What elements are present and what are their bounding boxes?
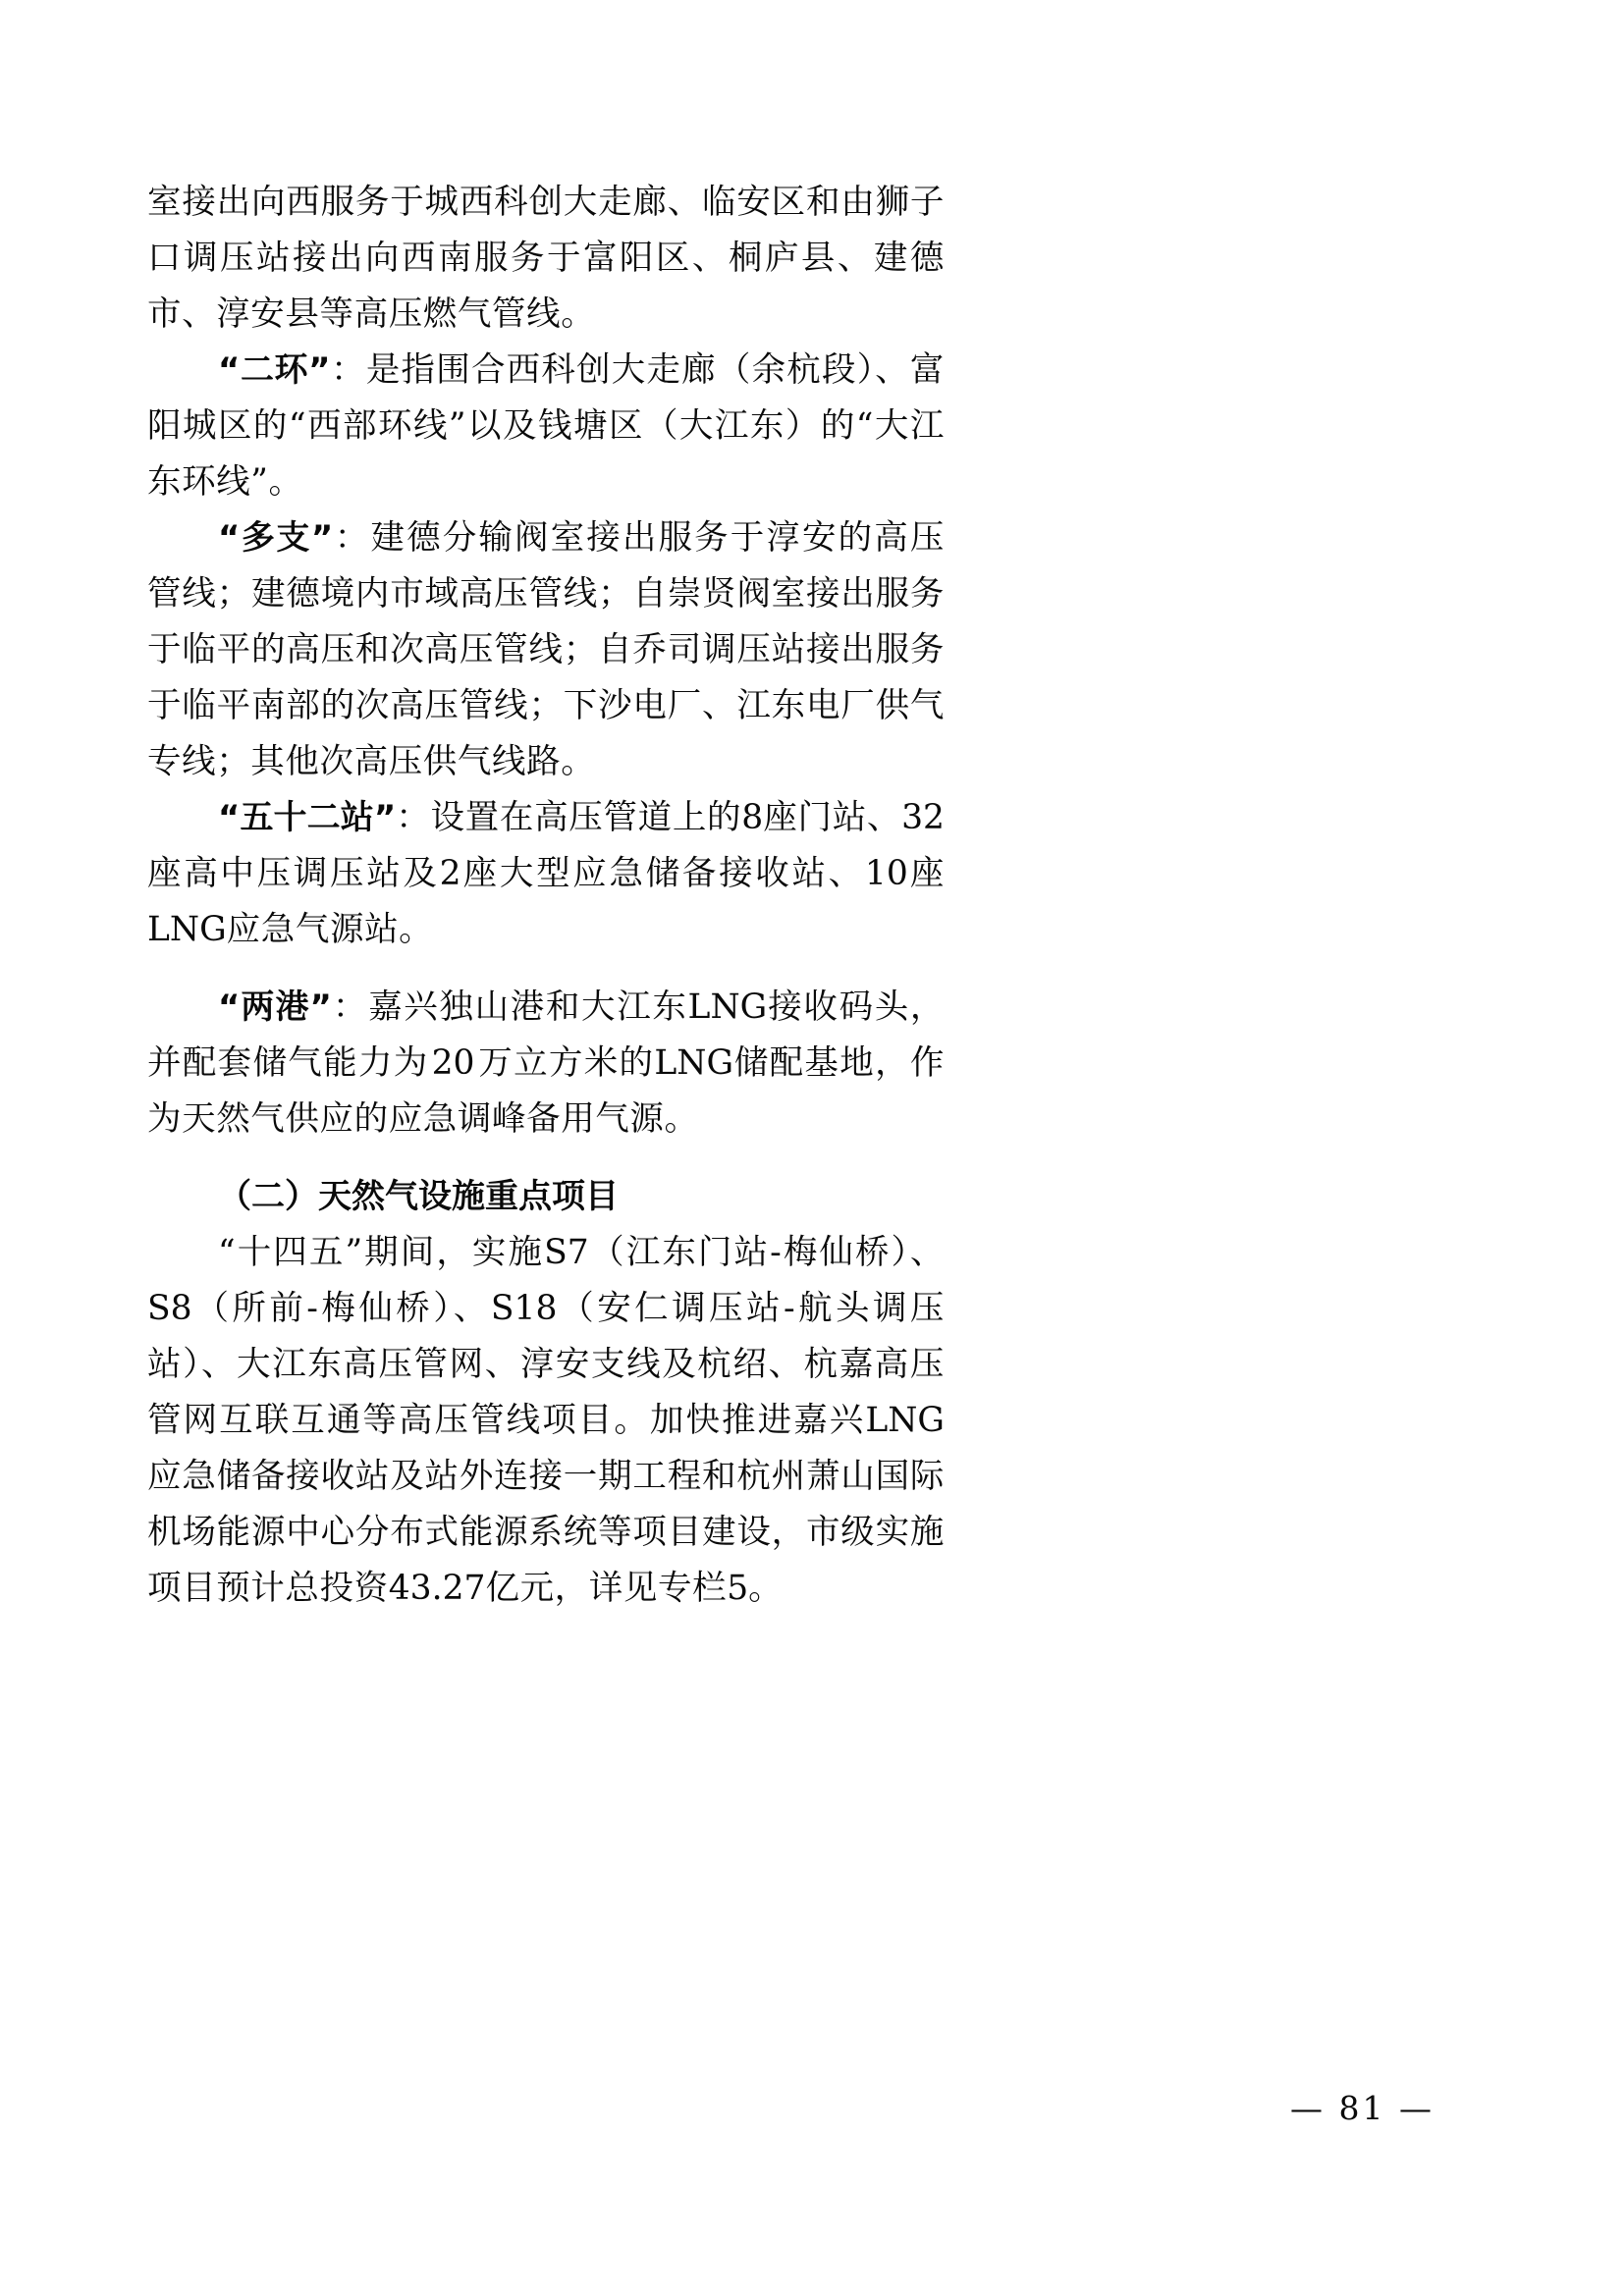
text-run: S8 <box>147 1289 192 1328</box>
emphasis-term: “二环” <box>218 350 331 390</box>
emphasis-term: （二）天然气设施重点项目 <box>218 1177 619 1216</box>
emphasis-term: “两港” <box>218 988 332 1027</box>
text-run: 2 <box>439 854 461 893</box>
page-text-column <box>147 175 945 1617</box>
text-run: ：设置在高压管道上的 <box>396 798 742 837</box>
text-run: （江东门站-梅仙桥）、 <box>588 1233 945 1272</box>
text-run: （所前-梅仙桥）、 <box>191 1289 491 1328</box>
text-run: 应急储备接收站及站外连接一期工程和杭州萧山国际机场能源中心分布式能源系统等项目建设，市级实施项目预计总投资 <box>147 1457 945 1608</box>
text-run: 座 <box>907 854 945 893</box>
paragraph-p-erhuan <box>147 343 945 510</box>
text-run: LNG <box>654 1043 734 1083</box>
text-run: LNG <box>147 910 227 949</box>
text-run: 座大型应急储备接收站、 <box>460 854 865 893</box>
text-run: 10 <box>864 854 908 893</box>
text-run: 8 <box>741 798 764 837</box>
text-run: 座门站、 <box>763 798 902 837</box>
text-run: （安仁调压站-航头调压站）、大江东高压管网、淳安支线及杭绍、杭嘉高压管网互联互通等高压管线项目。加快推进嘉兴 <box>147 1289 945 1440</box>
text-run: 座高中压调压站及 <box>147 854 440 893</box>
paragraph-p-continuation <box>147 175 945 343</box>
emphasis-term: “多支” <box>218 518 334 558</box>
paragraph-p-lianggang <box>147 980 945 1148</box>
emphasis-term: “五十二站” <box>218 798 397 837</box>
text-run: 储配基地，作为天然气供应的应急调峰备用气源。 <box>147 1043 945 1139</box>
text-run: 43.27 <box>388 1569 486 1608</box>
text-run: 万立方米的 <box>477 1043 655 1083</box>
text-run: 5 <box>727 1569 749 1608</box>
text-run: LNG <box>687 988 768 1027</box>
text-run: 应急气源站。 <box>226 910 434 949</box>
text-run: 室接出向西服务于城西科创大走廊、临安区和由狮子口调压站接出向西南服务于富阳区、桐庐县、建德市、淳安县等高压燃气管线。 <box>147 183 945 334</box>
text-run: ：嘉兴独山港和大江东 <box>331 988 688 1027</box>
text-run: S7 <box>544 1233 589 1272</box>
paragraph-p-wushiersz <box>147 790 945 958</box>
text-run: LNG <box>865 1401 945 1440</box>
text-run: ：是指围合西科创大走廊（余杭段）、富阳城区的“西部环线”以及钱塘区（大江东）的“大江东环线”。 <box>147 350 945 502</box>
paragraph-p-heading-2 <box>147 1169 945 1225</box>
text-run: “十四五”期间，实施 <box>218 1233 545 1272</box>
paragraph-p-duozhi <box>147 510 945 790</box>
text-run: 20 <box>431 1043 475 1083</box>
text-run: 。 <box>748 1569 784 1608</box>
text-run: 亿元，详见专栏 <box>485 1569 728 1608</box>
text-run: S18 <box>490 1289 558 1328</box>
paragraph-p-projects <box>147 1225 945 1617</box>
page-number: — 81 — <box>1290 2089 1435 2127</box>
text-run: 32 <box>901 798 946 837</box>
text-run: ：建德分输阀室接出服务于淳安的高压管线；建德境内市域高压管线；自崇贤阀室接出服务于临平的高压和次高压管线；自乔司调压站接出服务于临平南部的次高压管线；下沙电厂、江东电厂供气专线；其他次高压供气线路。 <box>147 518 945 781</box>
text-run: 接收码头，并配套储气能力为 <box>147 988 945 1083</box>
